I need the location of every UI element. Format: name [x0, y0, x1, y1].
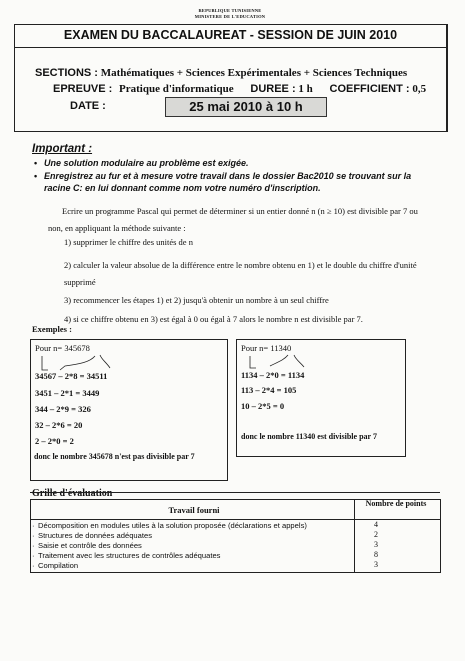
example-right-heading: Pour n= 11340 [241, 343, 292, 353]
grid-top-rule [30, 492, 440, 493]
problem-step: 3) recommencer les étapes 1) et 2) jusqu'à obtenir un nombre à un seul chiffre [64, 295, 329, 305]
example-left-line: 3451 – 2*1 = 3449 [35, 388, 100, 398]
example-left-conclusion: donc le nombre 345678 n'est pas divisible par 7 [34, 452, 195, 461]
ministry-label: MINISTERE DE L'EDUCATION [194, 14, 266, 19]
date-label: DATE : [70, 100, 106, 112]
example-right-conclusion: donc le nombre 11340 est divisible par 7 [241, 432, 377, 441]
grid-row-points: 3 [374, 540, 378, 549]
grid-row-work: · Structures de données adéquates [38, 531, 152, 540]
grid-col-work: Travail fourni [168, 505, 220, 515]
epreuve-line [35, 83, 435, 95]
sections-label: SECTIONS : [35, 67, 98, 79]
example-left-heading: Pour n= 345678 [35, 343, 90, 353]
example-left-line: 34567 – 2*8 = 34511 [35, 371, 108, 381]
grid-row-points: 2 [374, 530, 378, 539]
example-right-line: 1134 – 2*0 = 1134 [241, 370, 305, 380]
grid-col-points: Nombre de points [365, 499, 427, 508]
exam-title: EXAMEN DU BACCALAUREAT - SESSION DE JUIN 2010 [63, 28, 398, 42]
example-left-line: 2 – 2*0 = 2 [35, 436, 74, 446]
grid-row-work: · Compilation [38, 561, 78, 570]
grid-row-work: · Traitement avec les structures de contrôles adéquates [38, 551, 220, 560]
duree-label: DUREE : [250, 83, 296, 95]
epreuve-value: Pratique d'informatique [119, 83, 234, 95]
problem-intro: Ecrire un programme Pascal qui permet de déterminer si un entier donné n (n ≥ 10) est divisible par 7 ou non, en appliquant la méthode suivante : [48, 206, 418, 233]
example-right-arrows [248, 352, 318, 372]
date-value: 25 mai 2010 à 10 h [165, 97, 327, 117]
epreuve-label: EPREUVE : [53, 83, 113, 95]
problem-step: 4) si ce chiffre obtenu en 3) est égal à 0 ou égal à 7 alors le nombre n est divisible par 7. [64, 314, 363, 324]
coefficient-label: COEFFICIENT : [329, 83, 410, 95]
grid-row-points: 8 [374, 550, 378, 559]
problem-step: 2) calculer la valeur absolue de la différence entre le nombre obtenu en 1) et le double du chiffre d'unité supprimé [64, 260, 417, 287]
example-left-line: 344 – 2*9 = 326 [35, 404, 91, 414]
important-title: Important : [32, 143, 93, 155]
examples-title: Exemples : [32, 324, 72, 334]
important-item: • Enregistrez au fur et à mesure votre travail dans le dossier Bac2010 se trouvant sur la racine C: en lui donnant comme nom votre numéro d'inscription. [44, 170, 439, 194]
sections-line [35, 67, 407, 79]
important-item: • Une solution modulaire au problème est exigée. [44, 158, 439, 168]
example-right-line: 113 – 2*4 = 105 [241, 385, 297, 395]
duree-value: 1 h [298, 83, 313, 95]
sections-value: Mathématiques + Sciences Expérimentales + Sciences Techniques [100, 67, 408, 79]
problem-step: 1) supprimer le chiffre des unités de n [64, 237, 193, 247]
example-right-line: 10 – 2*5 = 0 [241, 401, 285, 411]
grid-row-work: · Décomposition en modules utiles à la solution proposée (déclarations et appels) [38, 521, 307, 530]
republic-label: REPUBLIQUE TUNISIENNE [198, 8, 262, 13]
grid-row-points: 3 [374, 560, 378, 569]
grid-row-work: · Saisie et contrôle des données [38, 541, 142, 550]
grid-row-points: 4 [374, 520, 378, 529]
grid-title: Grille d'évaluation [32, 488, 113, 499]
coefficient-value: 0,5 [412, 83, 427, 95]
example-left-line: 32 – 2*6 = 20 [35, 420, 83, 430]
